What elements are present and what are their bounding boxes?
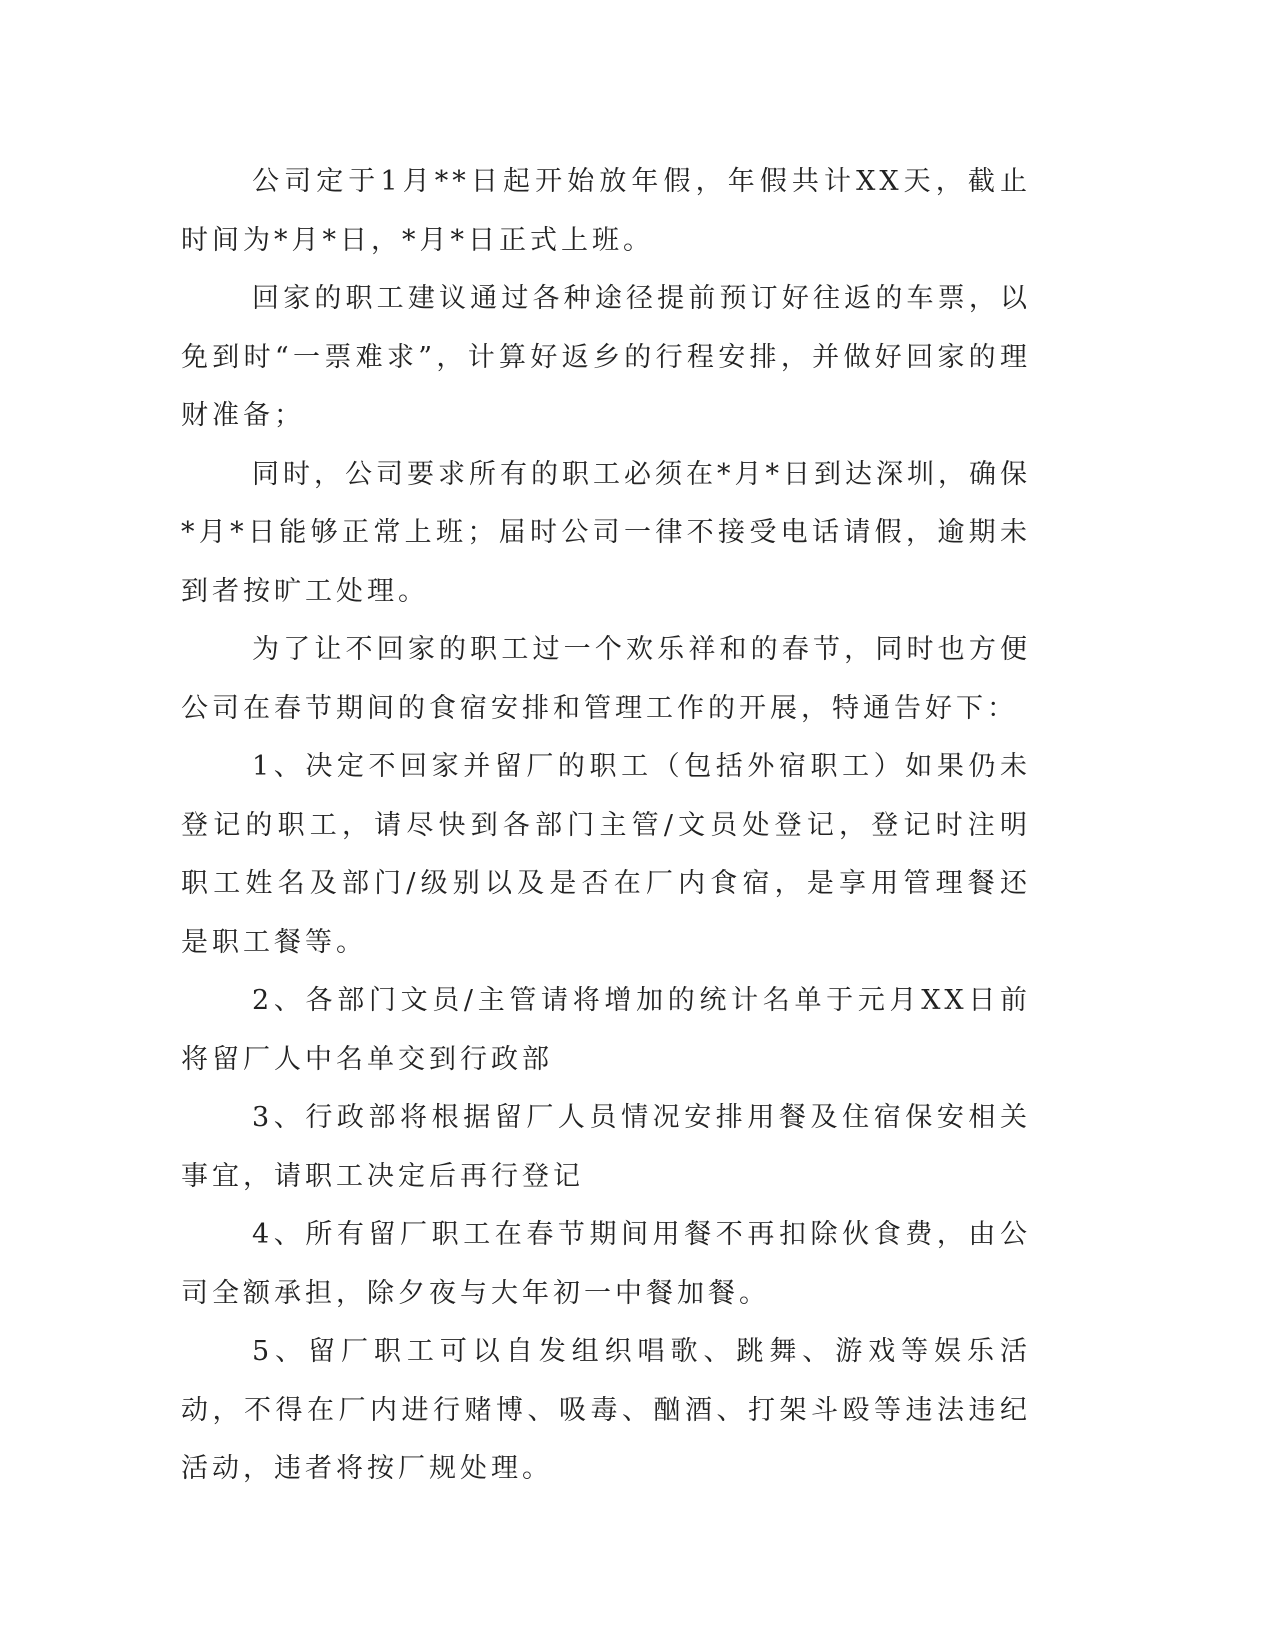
paragraph-notice-intro: 为了让不回家的职工过一个欢乐祥和的春节，同时也方便公司在春节期间的食宿安排和管理工作的开展，特通告好下： xyxy=(181,634,1031,724)
paragraph-travel-tickets: 回家的职工建议通过各种途径提前预订好往返的车票，以免到时“一票难求”，计算好返乡的行程安排，并做好回家的理财准备； xyxy=(181,283,1031,431)
paragraph-holiday-schedule: 公司定于1月**日起开始放年假，年假共计XX天，截止时间为*月*日，*月*日正式上班。 xyxy=(181,166,1031,256)
paragraph-return-requirement: 同时，公司要求所有的职工必须在*月*日到达深圳，确保*月*日能够正常上班；届时公司一律不接受电话请假，逾期未到者按旷工处理。 xyxy=(181,458,1031,607)
document-body xyxy=(181,153,1031,1499)
paragraph-item-2-name-list: 2、各部门文员/主管请将增加的统计名单于元月XX日前将留厂人中名单交到行政部 xyxy=(181,985,1031,1075)
paragraph-item-1-registration: 1、决定不回家并留厂的职工（包括外宿职工）如果仍未登记的职工，请尽快到各部门主管/文员处登记，登记时注明职工姓名及部门/级别以及是否在厂内食宿，是享用管理餐还是职工餐等。 xyxy=(181,751,1031,958)
paragraph-item-5-activities: 5、留厂职工可以自发组织唱歌、跳舞、游戏等娱乐活动，不得在厂内进行赌博、吸毒、酗酒、打架斗殴等违法违纪活动，违者将按厂规处理。 xyxy=(181,1336,1031,1484)
paragraph-item-3-arrangements: 3、行政部将根据留厂人员情况安排用餐及住宿保安相关事宜，请职工决定后再行登记 xyxy=(181,1102,1031,1192)
paragraph-item-4-meals: 4、所有留厂职工在春节期间用餐不再扣除伙食费，由公司全额承担，除夕夜与大年初一中餐加餐。 xyxy=(181,1219,1031,1309)
